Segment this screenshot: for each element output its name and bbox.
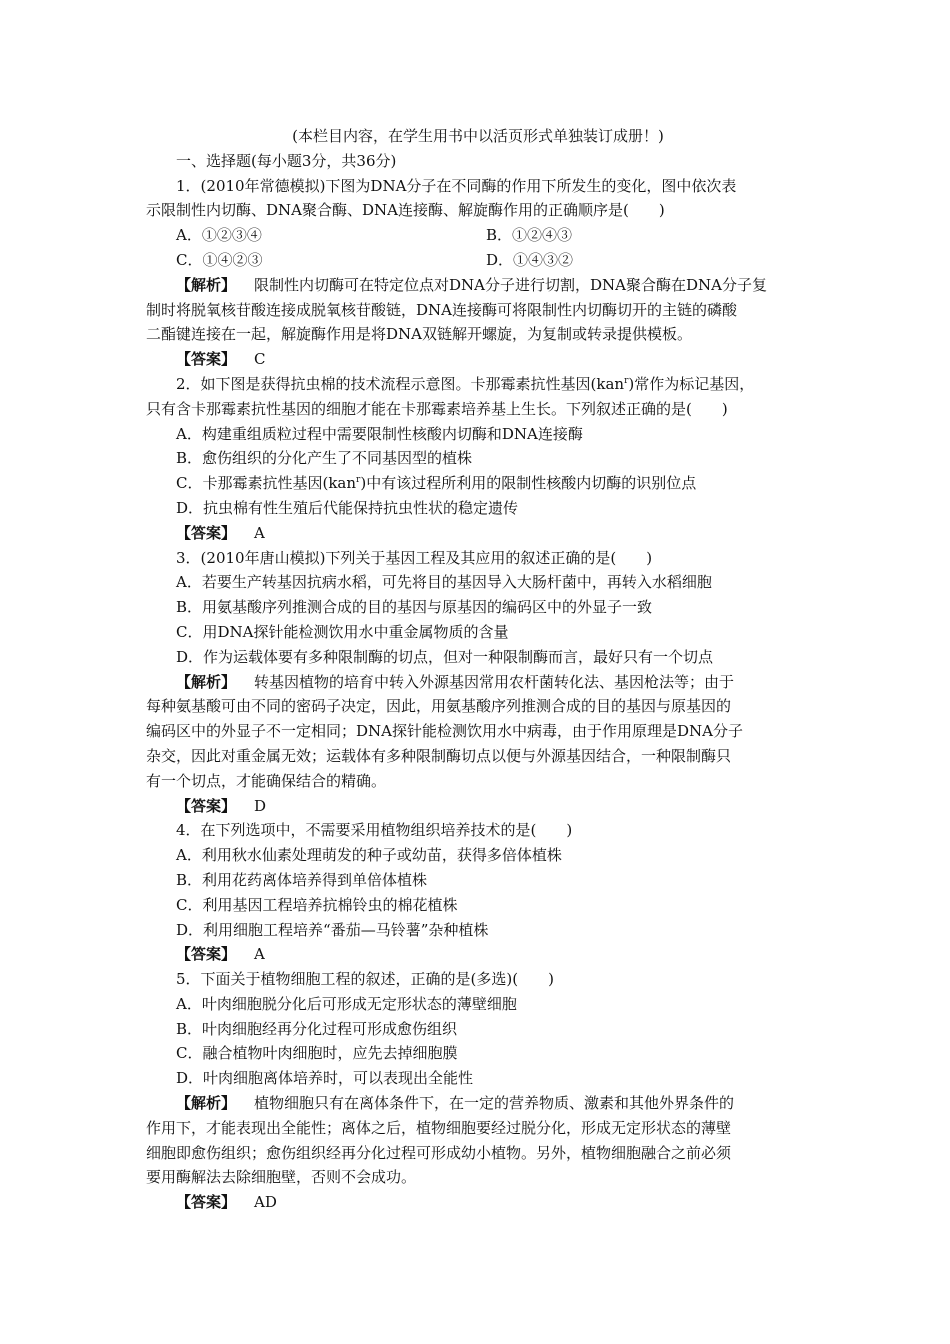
- analysis-line: 二酯键连接在一起，解旋酶作用是将DNA双链解开螺旋，为复制或转录提供模板。: [146, 325, 692, 344]
- option-b: B．愈伤组织的分化产生了不同基因型的植株: [176, 449, 473, 468]
- option-text: C．卡那霉素抗性基因(kan: [176, 474, 357, 493]
- option-b: B．①②④③: [486, 226, 573, 245]
- question-stem-line: 1．(2010年常德模拟)下图为DNA分子在不同酶的作用下所发生的变化，图中依次表: [176, 176, 737, 195]
- option-b: B．利用花药离体培养得到单倍体植株: [176, 870, 428, 889]
- answer-line: [146, 347, 810, 372]
- analysis-line: 要用酶解法去除细胞壁，否则不会成功。: [146, 1168, 417, 1187]
- question-stem-line: 3．(2010年唐山模拟)下列关于基因工程及其应用的叙述正确的是( ): [176, 548, 653, 567]
- analysis-line: 每种氨基酸可由不同的密码子决定，因此，用氨基酸序列推测合成的目的基因与原基因的: [146, 697, 732, 716]
- answer-label: 【答案】: [176, 796, 237, 815]
- answer-label: 【答案】: [176, 523, 237, 542]
- option-c: C．用DNA探针能检测饮用水中重金属物质的含量: [176, 622, 509, 641]
- analysis-line: [146, 273, 810, 298]
- answer-value: A: [254, 945, 265, 964]
- answer-label: 【答案】: [176, 1193, 237, 1212]
- analysis-line: 有一个切点，才能确保结合的精确。: [146, 771, 387, 790]
- analysis-line: 作用下，才能表现出全能性；离体之后，植物细胞要经过脱分化，形成无定形状态的薄壁: [146, 1118, 732, 1137]
- question-stem-line: [146, 372, 810, 397]
- superscript-r: r: [624, 375, 629, 386]
- question-stem-line: 只有含卡那霉素抗性基因的细胞才能在卡那霉素培养基上生长。下列叙述正确的是( ): [146, 399, 728, 418]
- option-d: D．①④③②: [486, 250, 574, 269]
- answer-line: [146, 942, 810, 967]
- option-a: A．利用秋水仙素处理萌发的种子或幼苗，获得多倍体植株: [176, 846, 562, 865]
- option-d: D．叶肉细胞离体培养时，可以表现出全能性: [176, 1069, 474, 1088]
- analysis-line: 杂交，因此对重金属无效；运载体有多种限制酶切点以便与外源基因结合，一种限制酶只: [146, 746, 732, 765]
- answer-line: [146, 794, 810, 819]
- option-a: A．若要生产转基因抗病水稻，可先将目的基因导入大肠杆菌中，再转入水稻细胞: [176, 573, 712, 592]
- answer-line: [146, 1190, 810, 1215]
- question-1: [146, 174, 810, 372]
- option-d: D．作为运载体要有多种限制酶的切点，但对一种限制酶而言，最好只有一个切点: [176, 647, 714, 666]
- question-stem-line: 示限制性内切酶、DNA聚合酶、DNA连接酶、解旋酶作用的正确顺序是( ): [146, 201, 665, 220]
- option-row: [146, 223, 810, 248]
- answer-label: 【答案】: [176, 350, 237, 369]
- option-text: )中有该过程所利用的限制性核酸内切酶的识别位点: [360, 474, 697, 493]
- option-b: B．叶肉细胞经再分化过程可形成愈伤组织: [176, 1019, 458, 1038]
- answer-value: C: [254, 350, 266, 369]
- analysis-label: 【解析】: [176, 1094, 237, 1113]
- analysis-label: 【解析】: [176, 275, 237, 294]
- analysis-text: 限制性内切酶可在特定位点对DNA分子进行切割，DNA聚合酶在DNA分子复: [254, 275, 767, 294]
- analysis-line: 制时将脱氧核苷酸连接成脱氧核苷酸链，DNA连接酶可将限制性内切酶切开的主链的磷酸: [146, 300, 737, 319]
- question-5: [146, 967, 810, 1215]
- option-b: B．用氨基酸序列推测合成的目的基因与原基因的编码区中的外显子一致: [176, 598, 653, 617]
- question-3: [146, 546, 810, 819]
- analysis-line: [146, 1091, 810, 1116]
- option-c: C．融合植物叶肉细胞时，应先去掉细胞膜: [176, 1044, 458, 1063]
- option-a: A．①②③④: [176, 226, 262, 245]
- section-title: 一、选择题(每小题3分，共36分): [176, 151, 397, 170]
- stem-text: )常作为标记基因，: [628, 374, 755, 393]
- question-stem-line: 4．在下列选项中，不需要采用植物组织培养技术的是( ): [176, 821, 573, 840]
- superscript-r: r: [356, 475, 361, 486]
- option-d: D．抗虫棉有性生殖后代能保持抗虫性状的稳定遗传: [176, 498, 519, 517]
- option-row: [146, 248, 810, 273]
- answer-value: A: [254, 523, 265, 542]
- option-a: A．构建重组质粒过程中需要限制性核酸内切酶和DNA连接酶: [176, 424, 583, 443]
- question-4: [146, 818, 810, 967]
- option-c: [146, 471, 810, 496]
- option-a: A．叶肉细胞脱分化后可形成无定形状态的薄壁细胞: [176, 994, 517, 1013]
- analysis-label: 【解析】: [176, 672, 237, 691]
- question-2: [146, 372, 810, 546]
- analysis-line: 细胞即愈伤组织；愈伤组织经再分化过程可形成幼小植物。另外，植物细胞融合之前必须: [146, 1143, 732, 1162]
- answer-label: 【答案】: [176, 945, 237, 964]
- header-note: (本栏目内容，在学生用书中以活页形式单独装订成册！): [292, 127, 664, 145]
- document-content: [146, 124, 810, 1215]
- stem-text: 2．如下图是获得抗虫棉的技术流程示意图。卡那霉素抗性基因(kan: [176, 374, 625, 393]
- answer-value: D: [254, 796, 267, 815]
- option-d: D．利用细胞工程培养“番茄—马铃薯”杂种植株: [176, 920, 489, 939]
- option-c: C．利用基因工程培养抗棉铃虫的棉花植株: [176, 895, 458, 914]
- option-c: C．①④②③: [176, 250, 263, 269]
- analysis-text: 转基因植物的培育中转入外源基因常用农杆菌转化法、基因枪法等；由于: [254, 672, 735, 691]
- answer-value: AD: [254, 1193, 277, 1212]
- analysis-line: 编码区中的外显子不一定相同；DNA探针能检测饮用水中病毒，由于作用原理是DNA分子: [146, 722, 743, 741]
- analysis-line: [146, 670, 810, 695]
- answer-line: [146, 521, 810, 546]
- question-stem-line: 5．下面关于植物细胞工程的叙述，正确的是(多选)( ): [176, 970, 554, 989]
- analysis-text: 植物细胞只有在离体条件下，在一定的营养物质、激素和其他外界条件的: [254, 1094, 735, 1113]
